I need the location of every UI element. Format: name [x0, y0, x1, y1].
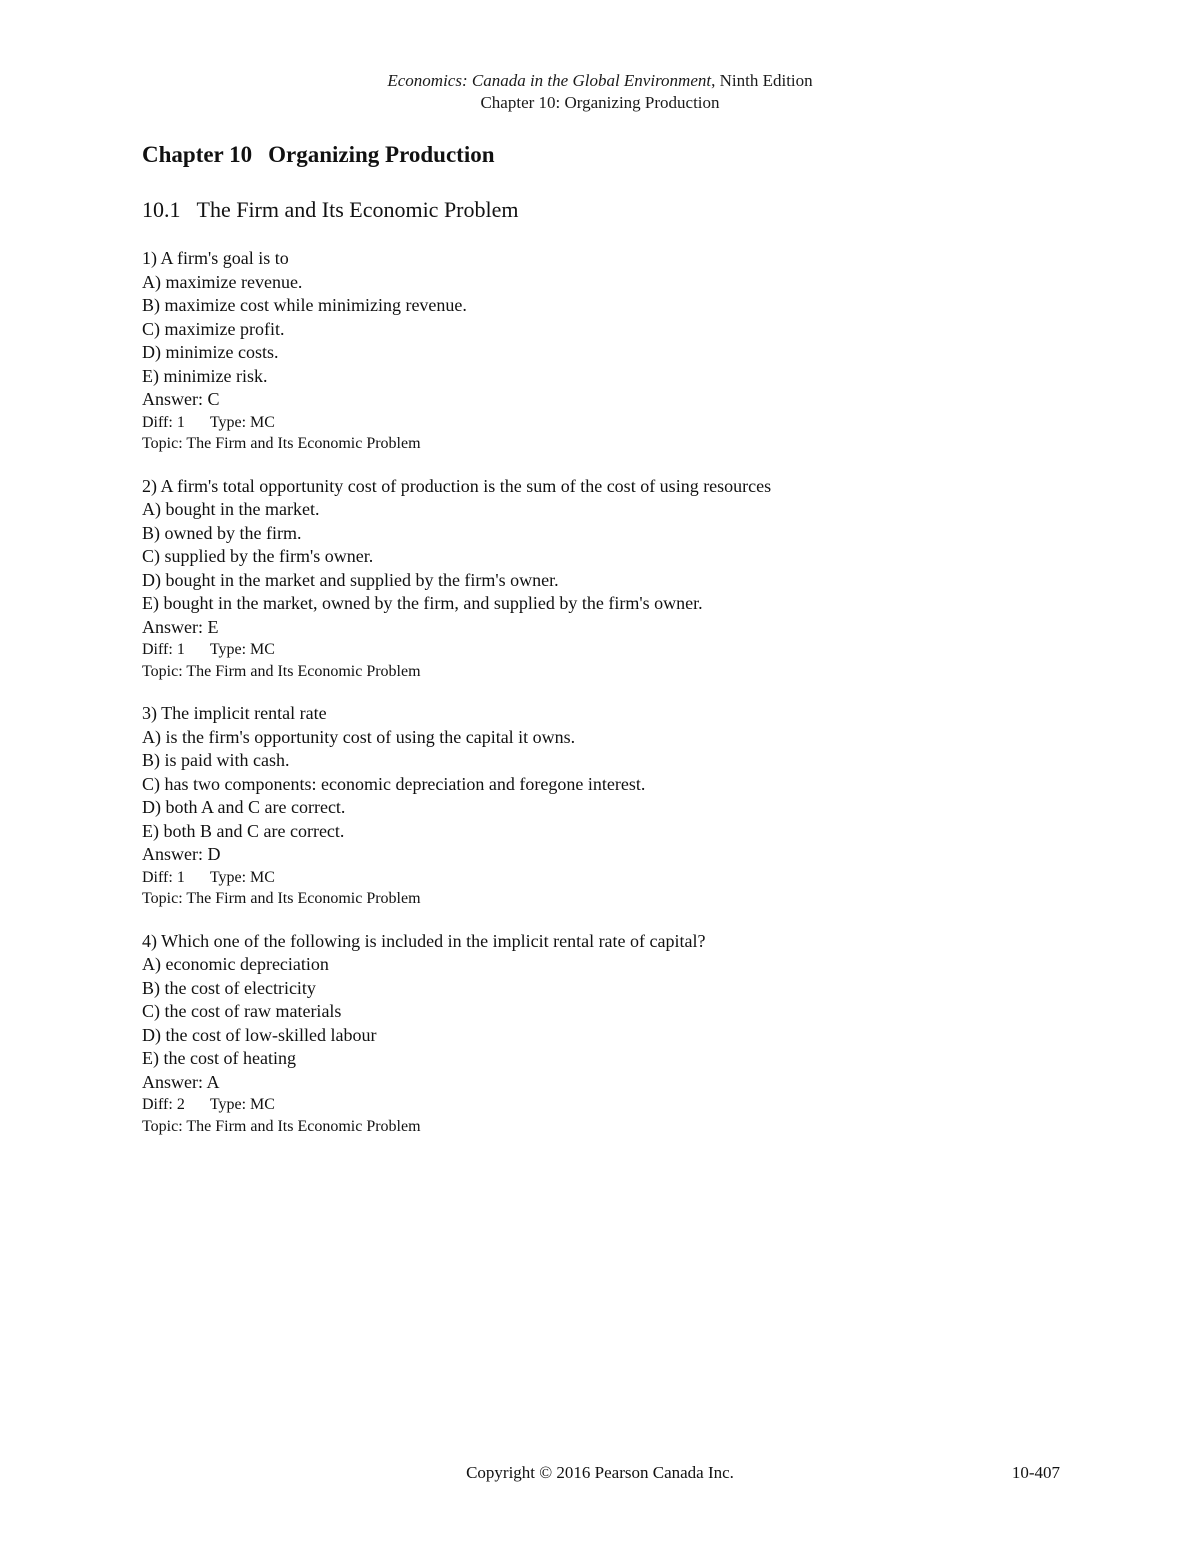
question-answer: Answer: A — [142, 1071, 220, 1092]
question-stem: 2) A firm's total opportunity cost of production is the sum of the cost of using resources — [142, 475, 772, 496]
question-option: B) the cost of electricity — [142, 977, 316, 998]
question-difficulty: Diff: 1 — [142, 413, 185, 431]
question-topic: Topic: The Firm and Its Economic Problem — [142, 435, 421, 452]
question-difficulty: Diff: 1 — [142, 641, 185, 658]
question-type: Type: MC — [209, 1096, 275, 1113]
question-answer: Answer: C — [142, 389, 220, 409]
question-topic: Topic: The Firm and Its Economic Problem — [142, 890, 421, 907]
question-option: E) the cost of heating — [142, 1048, 296, 1068]
header-book-title: Economics: Canada in the Global Environment — [387, 71, 712, 90]
question-option: A) bought in the market. — [142, 499, 320, 519]
question-option: A) economic depreciation — [142, 954, 329, 974]
chapter-number: Chapter 10 — [142, 142, 253, 167]
question-topic: Topic: The Firm and Its Economic Problem — [142, 662, 421, 680]
question-type: Type: MC — [209, 413, 275, 431]
question-type: Type: MC — [209, 641, 275, 658]
question-option: C) has two components: economic depreciation and foregone interest. — [142, 773, 646, 794]
question-option: B) maximize cost while minimizing revenue. — [142, 295, 467, 315]
question-option: D) the cost of low-skilled labour — [142, 1024, 377, 1045]
question-option: D) both A and C are correct. — [142, 797, 346, 817]
question-difficulty-type — [142, 867, 1082, 889]
question-option: E) both B and C are correct. — [142, 820, 345, 841]
question-answer: Answer: D — [142, 844, 221, 864]
question-option: B) owned by the firm. — [142, 522, 302, 543]
question-option: A) maximize revenue. — [142, 271, 303, 292]
question-difficulty-type — [142, 1094, 1082, 1116]
chapter-heading — [142, 140, 1082, 170]
question-difficulty-type — [142, 639, 1082, 661]
question-type: Type: MC — [209, 868, 275, 886]
header-book-line — [0, 70, 1200, 92]
question-option: B) is paid with cash. — [142, 750, 290, 770]
question-option: C) the cost of raw materials — [142, 1001, 342, 1021]
question-2 — [142, 475, 1082, 683]
question-option: C) supplied by the firm's owner. — [142, 546, 374, 566]
section-heading — [142, 195, 1082, 225]
question-option: E) minimize risk. — [142, 365, 268, 386]
header-edition: , Ninth Edition — [711, 71, 813, 90]
question-option: C) maximize profit. — [142, 318, 285, 339]
question-topic: Topic: The Firm and Its Economic Problem — [142, 1117, 421, 1135]
section-number: 10.1 — [142, 197, 181, 222]
question-answer: Answer: E — [142, 616, 219, 637]
question-option: D) minimize costs. — [142, 342, 279, 362]
question-option: A) is the firm's opportunity cost of using the capital it owns. — [142, 726, 576, 747]
question-3 — [142, 702, 1082, 910]
page-number: 10-407 — [1011, 1463, 1060, 1482]
question-difficulty: Diff: 2 — [142, 1096, 185, 1113]
running-header — [0, 70, 1200, 114]
question-stem: 3) The implicit rental rate — [142, 703, 327, 723]
chapter-title: Organizing Production — [268, 142, 495, 167]
question-stem: 1) A firm's goal is to — [142, 248, 289, 268]
question-4 — [142, 930, 1082, 1138]
question-difficulty: Diff: 1 — [142, 868, 185, 886]
question-option: E) bought in the market, owned by the firm, and supplied by the firm's owner. — [142, 593, 703, 613]
question-stem: 4) Which one of the following is included in the implicit rental rate of capital? — [142, 930, 706, 951]
question-option: D) bought in the market and supplied by the firm's owner. — [142, 569, 559, 590]
question-difficulty-type — [142, 412, 1082, 434]
header-chapter-line: Chapter 10: Organizing Production — [480, 93, 720, 112]
question-1 — [142, 247, 1082, 455]
section-title: The Firm and Its Economic Problem — [196, 197, 519, 222]
page-content — [142, 140, 1082, 1157]
copyright-notice: Copyright © 2016 Pearson Canada Inc. — [466, 1463, 734, 1482]
